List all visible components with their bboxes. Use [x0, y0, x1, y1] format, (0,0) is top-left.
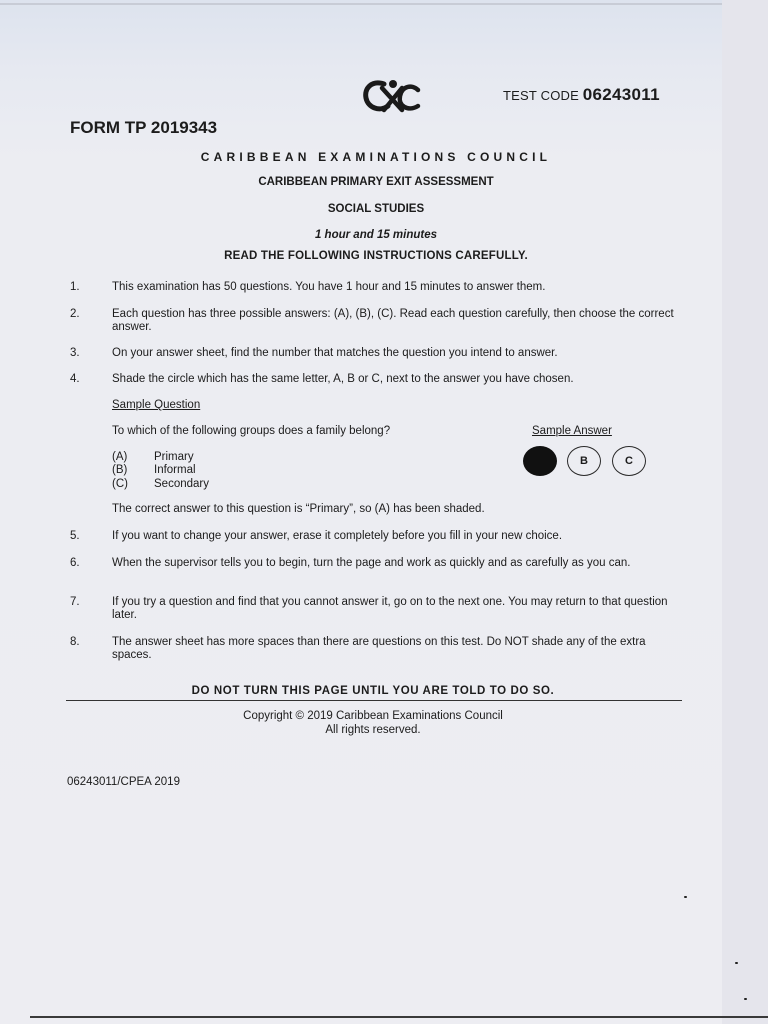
instruction-text: On your answer sheet, find the number that matches the question you intend to answer.	[112, 347, 558, 359]
test-code-value: 06243011	[582, 85, 660, 104]
instruction-number: 4.	[70, 373, 80, 385]
instruction-number: 6.	[70, 557, 80, 569]
test-code-label: TEST CODE	[503, 88, 579, 103]
test-code	[503, 85, 660, 105]
assessment-title: CARIBBEAN PRIMARY EXIT ASSESSMENT	[258, 176, 494, 188]
option-letter: (C)	[112, 478, 128, 490]
option-letter: (B)	[112, 464, 128, 476]
instruction-text: If you want to change your answer, erase it completely before you fill in your new choice.	[112, 530, 563, 542]
answer-bubble-b: B	[567, 446, 601, 476]
rights-line: All rights reserved.	[325, 724, 421, 736]
top-edge-line	[0, 3, 722, 5]
exam-duration: 1 hour and 15 minutes	[314, 229, 438, 241]
sample-question-heading: Sample Question	[112, 399, 201, 411]
instruction-text: If you try a question and find that you cannot answer it, go on to the next one. You may return to that question later.	[112, 596, 668, 621]
do-not-turn-warning: DO NOT TURN THIS PAGE UNTIL YOU ARE TOLD TO DO SO.	[191, 685, 555, 697]
subject-title: SOCIAL STUDIES	[327, 203, 425, 215]
instruction-text: Each question has three possible answers: (A), (B), (C). Read each question carefully, then choose the correct answer.	[112, 308, 674, 333]
instruction-number: 2.	[70, 308, 80, 320]
sample-question-text: To which of the following groups does a family belong?	[112, 425, 391, 437]
document-code: 06243011/CPEA 2019	[67, 776, 180, 788]
instruction-number: 7.	[70, 596, 80, 608]
instruction-text: This examination has 50 questions. You have 1 hour and 15 minutes to answer them.	[112, 281, 546, 293]
scan-speck	[744, 998, 747, 1000]
answer-bubble-a	[523, 446, 557, 476]
council-name: CARIBBEAN EXAMINATIONS COUNCIL	[200, 150, 552, 164]
instruction-text: Shade the circle which has the same letter, A, B or C, next to the answer you have chosen.	[112, 373, 574, 385]
form-number: FORM TP 2019343	[70, 118, 218, 137]
scan-speck	[684, 896, 687, 898]
instruction-text: The answer sheet has more spaces than there are questions on this test. Do NOT shade any of the extra spaces.	[112, 636, 646, 661]
correct-answer-note: The correct answer to this question is “Primary”, so (A) has been shaded.	[112, 503, 485, 515]
sample-answer-heading: Sample Answer	[532, 425, 612, 437]
option-letter: (A)	[112, 451, 128, 463]
answer-bubble-c: C	[612, 446, 646, 476]
instruction-number: 5.	[70, 530, 80, 542]
option-text: Informal	[154, 464, 196, 476]
instruction-number: 1.	[70, 281, 80, 293]
instruction-text: When the supervisor tells you to begin, turn the page and work as quickly and as carefully as you can.	[112, 557, 631, 569]
copyright-line: Copyright © 2019 Caribbean Examinations Council	[243, 710, 503, 722]
instruction-number: 8.	[70, 636, 80, 648]
scan-speck	[735, 962, 738, 964]
instruction-number: 3.	[70, 347, 80, 359]
divider-rule	[66, 700, 682, 701]
option-text: Secondary	[154, 478, 209, 490]
cxc-logo-icon	[362, 76, 422, 116]
option-text: Primary	[154, 451, 194, 463]
instructions-heading: READ THE FOLLOWING INSTRUCTIONS CAREFULLY.	[224, 250, 528, 262]
bottom-edge-line	[30, 1016, 768, 1018]
